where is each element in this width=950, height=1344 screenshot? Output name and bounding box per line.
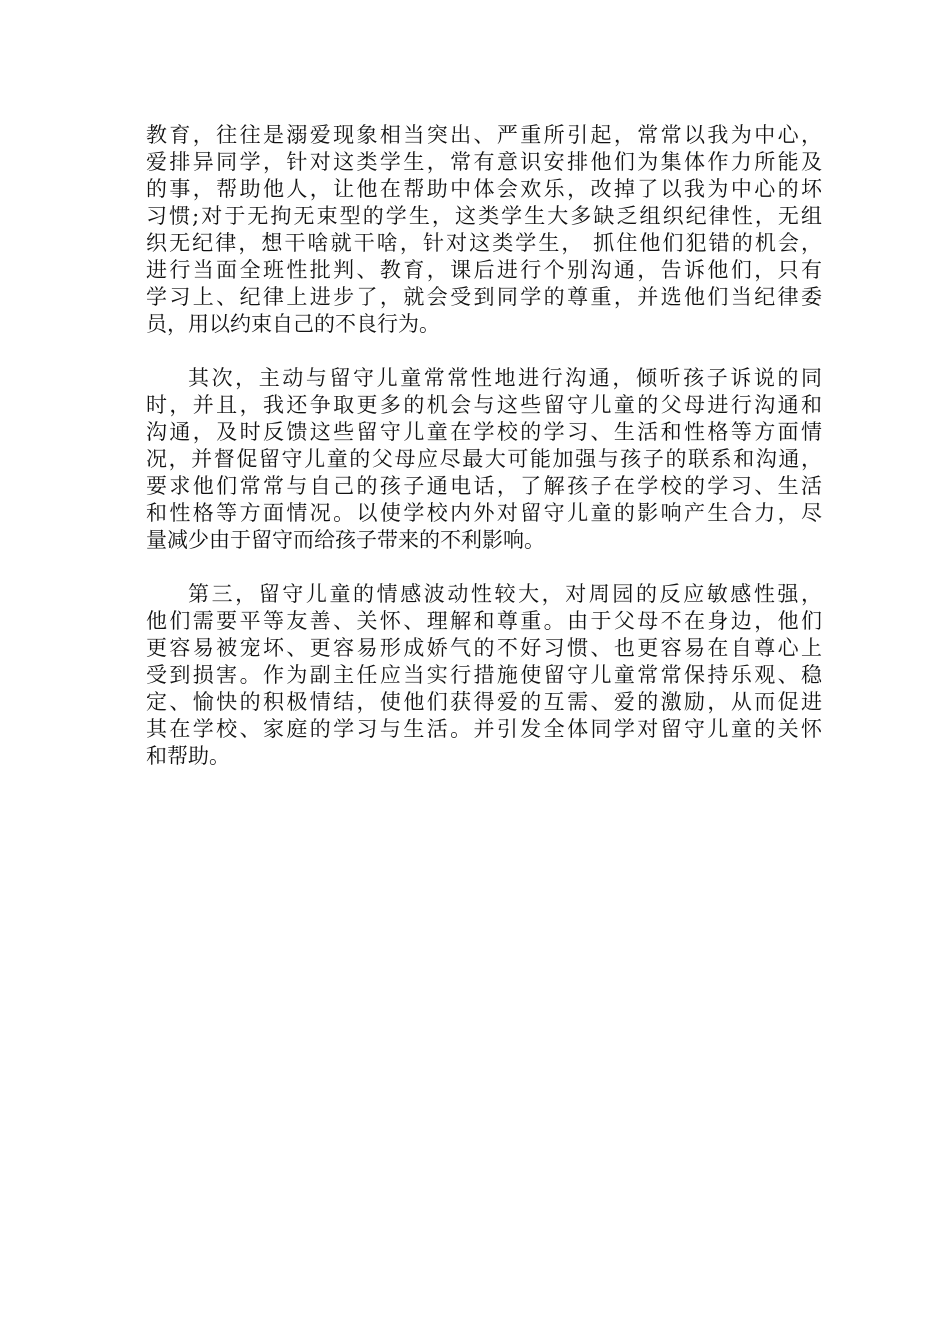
text-line: 和帮助。 [146,744,230,768]
paragraph-3 [146,581,822,770]
text-line: 其次，主动与留守儿童常常性地进行沟通，倾听孩子诉说的同 [188,366,822,390]
text-line: 沟通，及时反馈这些留守儿童在学校的学习、生活和性格等方面情 [146,420,822,444]
text-line: 其在学校、家庭的学习与生活。并引发全体同学对留守儿童的关怀 [146,717,822,741]
text-line: 教育，往往是溺爱现象相当突出、严重所引起，常常以我为中心， [146,123,822,147]
text-line: 时，并且，我还争取更多的机会与这些留守儿童的父母进行沟通和 [146,393,822,417]
text-line: 第三，留守儿童的情感波动性较大，对周园的反应敏感性强， [188,582,822,606]
text-line: 和性格等方面情况。以使学校内外对留守儿童的影响产生合力，尽 [146,501,822,525]
text-line: 要求他们常常与自己的孩子通电话，了解孩子在学校的学习、生活 [146,474,822,498]
text-line: 更容易被宠坏、更容易形成娇气的不好习惯、也更容易在自尊心上 [146,636,822,660]
text-line: 量减少由于留守而给孩子带来的不利影响。 [146,528,545,552]
text-line: 进行当面全班性批判、教育，课后进行个别沟通，告诉他们，只有 [146,258,822,282]
text-line: 织无纪律，想干啥就干啥，针对这类学生， 抓住他们犯错的机会， [146,231,822,255]
text-line: 的事，帮助他人，让他在帮助中体会欢乐，改掉了以我为中心的坏 [146,177,822,201]
document-page [146,122,822,797]
text-line: 受到损害。作为副主任应当实行措施使留守儿童常常保持乐观、稳 [146,663,822,687]
text-line: 习惯;对于无拘无束型的学生，这类学生大多缺乏组织纪律性，无组 [146,204,822,228]
text-line: 爱排异同学，针对这类学生，常有意识安排他们为集体作力所能及 [146,150,822,174]
text-line: 员，用以约束自己的不良行为。 [146,312,440,336]
text-line: 况，并督促留守儿童的父母应尽最大可能加强与孩子的联系和沟通， [146,447,822,471]
text-line: 学习上、纪律上进步了，就会受到同学的尊重，并选他们当纪律委 [146,285,822,309]
paragraph-1 [146,122,822,338]
paragraph-2 [146,365,822,554]
text-line: 定、愉快的积极情结，使他们获得爱的互需、爱的激励，从而促进 [146,690,822,714]
text-line: 他们需要平等友善、关怀、理解和尊重。由于父母不在身边，他们 [146,609,822,633]
